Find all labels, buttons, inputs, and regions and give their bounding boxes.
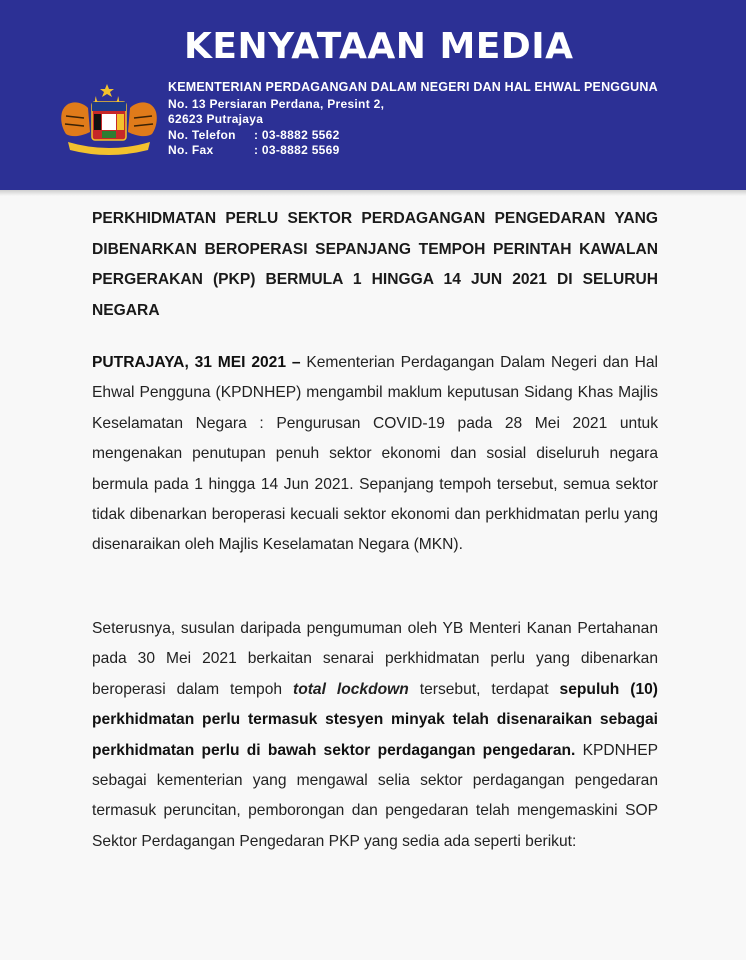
headline: PERKHIDMATAN PERLU SEKTOR PERDAGANGAN PENGEDARAN YANG DIBENARKAN BEROPERASI SEPANJANG TEMPOH PERINTAH KAWALAN PERGERAKAN (PKP) BERMULA 1 HINGGA 14 JUN 2021 DI SELURUH NEGARA (92, 210, 658, 319)
dateline: PUTRAJAYA, 31 MEI 2021 – (92, 354, 301, 371)
address-line-1: No. 13 Persiaran Perdana, Presint 2, (168, 97, 385, 111)
header-title: KENYATAAN MEDIA (184, 26, 574, 67)
malaysia-coat-of-arms-icon (56, 82, 162, 156)
address-line-2: 62623 Putrajaya (168, 112, 264, 126)
paragraph-2 (92, 614, 658, 857)
header-band (0, 0, 746, 190)
phone-label: No. Telefon (168, 128, 236, 142)
header-shadow (0, 190, 746, 196)
fax-row (168, 143, 340, 157)
phone-value: : 03-8882 5562 (254, 128, 340, 142)
fax-value: : 03-8882 5569 (254, 143, 340, 157)
paragraph-2-part-1: Seterusnya, susulan daripada pengumuman oleh YB Menteri Kanan Pertahanan pada 30 Mei 2021 berkaitan senarai perkhidmatan perlu yang dibenarkan beroperasi dalam tempoh (92, 620, 658, 698)
essential-services-highlight: sepuluh (10) perkhidmatan perlu termasuk stesyen minyak telah disenaraikan sebagai perkhidmatan perlu di bawah sektor perdagangan pengedaran. (92, 680, 659, 759)
paragraph-2-part-2: tersebut, terdapat (408, 680, 560, 698)
paragraph-1 (92, 348, 658, 561)
phone-row (168, 128, 340, 142)
ministry-name: KEMENTERIAN PERDAGANGAN DALAM NEGERI DAN HAL EHWAL PENGGUNA (168, 80, 658, 94)
fax-label: No. Fax (168, 143, 214, 157)
paragraph-1-body: Kementerian Perdagangan Dalam Negeri dan Hal Ehwal Pengguna (KPDNHEP) mengambil maklum keputusan Sidang Khas Majlis Keselamatan Negara : Pengurusan COVID-19 pada 28 Mei 2021 untuk mengenakan penutupan penuh sektor ekonomi dan sosial diseluruh negara bermula pada 1 hingga 14 Jun 2021. Sepanjang tempoh tersebut, semua sektor tidak dibenarkan beroperasi kecuali sektor ekonomi dan perkhidmatan perlu yang disenaraikan oleh Majlis Keselamatan Negara (MKN). (92, 354, 658, 554)
paragraph-2-part-3: KPDNHEP sebagai kementerian yang mengawal selia sektor perdagangan pengedaran termasuk peruncitan, pemborongan dan pengedaran telah mengemaskini SOP Sektor Perdagangan Pengedaran PKP yang sedia ada seperti berikut: (92, 741, 658, 850)
total-lockdown-emphasis: total lockdown (293, 680, 409, 698)
